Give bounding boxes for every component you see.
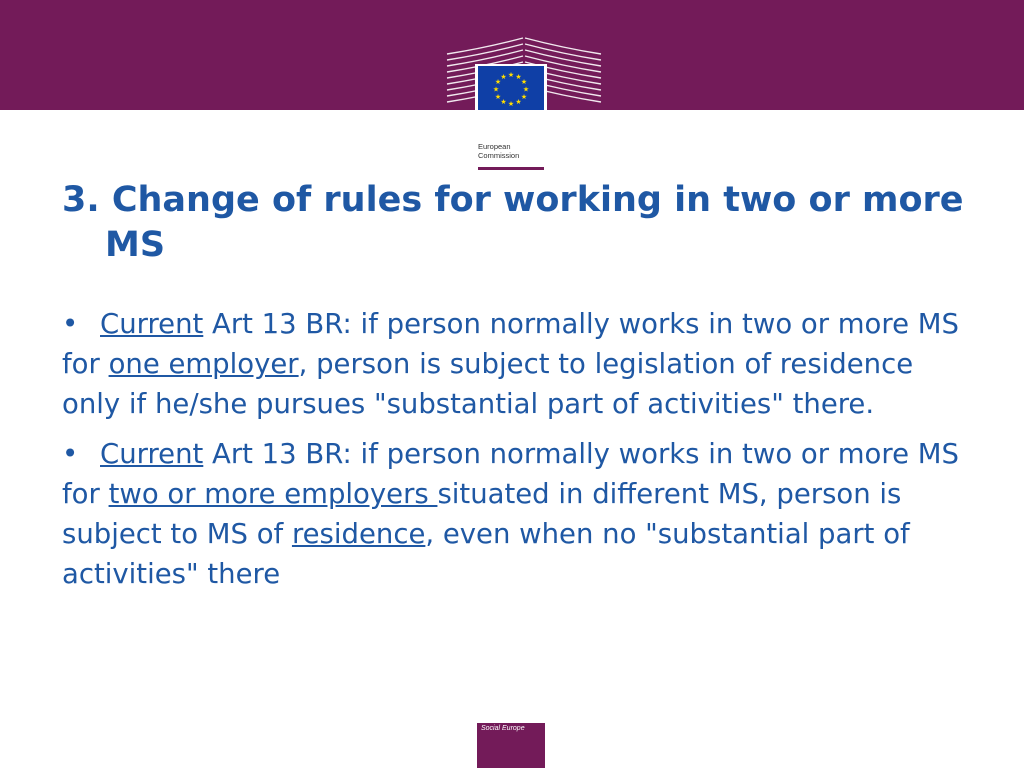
svg-text:★: ★ xyxy=(507,100,515,108)
svg-text:★: ★ xyxy=(522,85,530,94)
slide-title: 3. Change of rules for working in two or more MS xyxy=(62,180,964,265)
slide-body xyxy=(62,304,967,604)
logo-line-2: Commission xyxy=(478,151,520,160)
svg-text:★: ★ xyxy=(494,78,502,86)
svg-text:★: ★ xyxy=(515,73,522,81)
svg-text:★: ★ xyxy=(507,71,515,79)
bullet-text: , even when no "substantial part of activities" there xyxy=(62,518,910,590)
bullet-keyword: Current xyxy=(100,308,204,340)
bullet-text: Art 13 BR: if person normally works in two or more MS for xyxy=(62,308,959,380)
bullet-keyword: Current xyxy=(100,438,204,470)
bullet-icon: • xyxy=(62,438,79,470)
logo-line-1: European xyxy=(478,142,511,151)
svg-text:★: ★ xyxy=(515,98,522,106)
bullet-text: Art 13 BR: if person normally works in two or more MS for xyxy=(62,438,959,510)
eu-stars-icon xyxy=(478,66,544,110)
footer-tag xyxy=(477,723,545,768)
footer-tag-label: Social Europe xyxy=(481,725,525,732)
svg-text:★: ★ xyxy=(494,93,502,101)
european-commission-logo xyxy=(445,36,603,160)
svg-text:★: ★ xyxy=(500,98,507,106)
bullet-item xyxy=(62,304,967,424)
bullet-icon: • xyxy=(62,308,79,340)
bullet-emphasis: residence xyxy=(291,518,426,550)
svg-text:★: ★ xyxy=(520,78,528,86)
logo-box xyxy=(475,64,547,178)
bullet-emphasis: two or more employers xyxy=(108,478,438,510)
bullet-emphasis: one employer xyxy=(108,348,299,380)
bullet-item xyxy=(62,434,967,594)
svg-text:★: ★ xyxy=(492,85,500,94)
eu-flag-icon xyxy=(478,66,544,110)
bullet-text: , person is subject to legislation of residence only if he/she pursues "substantial part of activities" there. xyxy=(62,348,914,420)
logo-accent-bar xyxy=(478,167,544,170)
bullet-text: situated in different MS, person is subject to MS of xyxy=(62,478,902,550)
logo-text xyxy=(478,142,544,160)
svg-text:★: ★ xyxy=(500,73,507,81)
svg-text:★: ★ xyxy=(520,93,528,101)
